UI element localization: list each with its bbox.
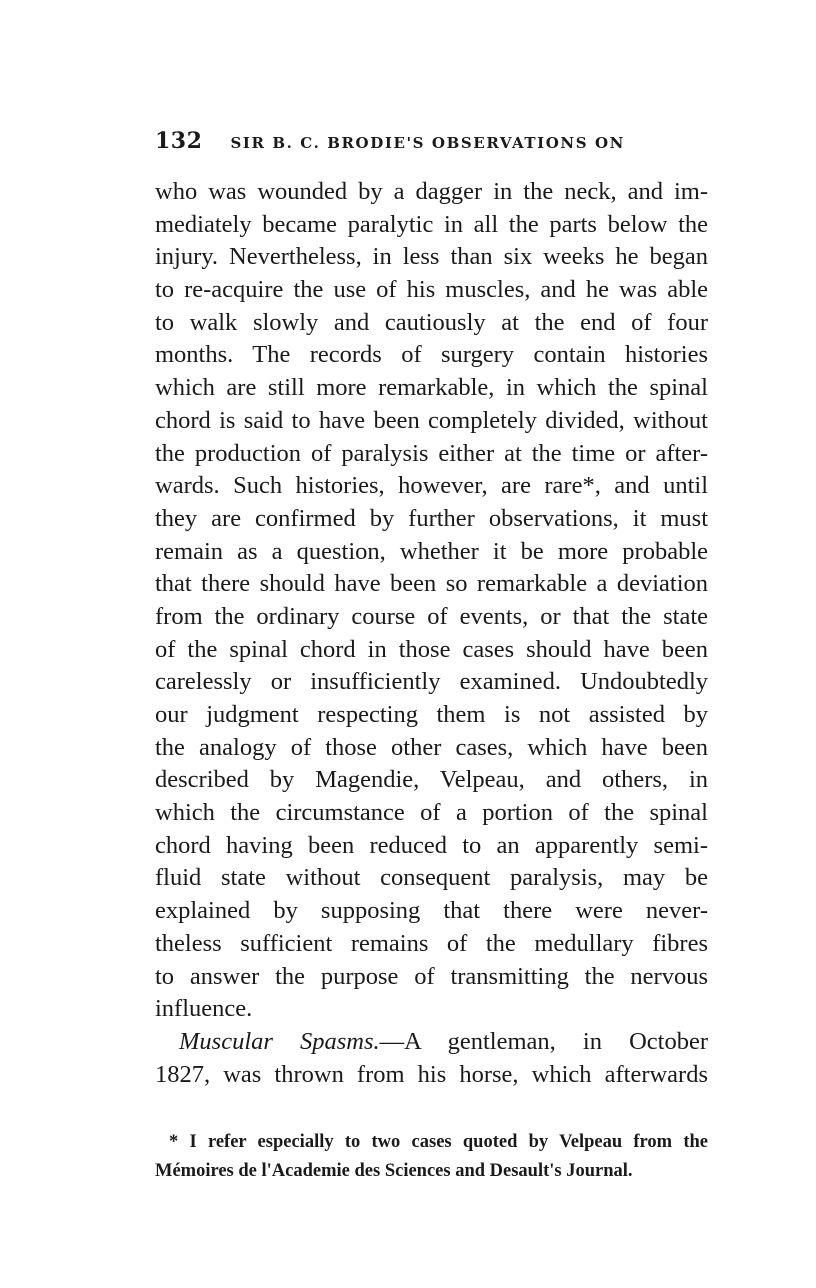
text-line: of the spinal chord in those cases should have been	[155, 635, 708, 663]
text-line: influence.	[155, 995, 253, 1023]
section-line-text: —A gentleman, in October	[379, 1027, 708, 1055]
body-text	[155, 176, 708, 1091]
text-line: to walk slowly and cautiously at the end of four	[155, 308, 708, 336]
text-line: they are confirmed by further observations, it must	[155, 504, 708, 532]
text-line: from the ordinary course of events, or that the state	[155, 602, 708, 630]
text-line: mediately became paralytic in all the parts below the	[155, 210, 708, 238]
text-line: remain as a question, whether it be more probable	[155, 537, 708, 565]
text-line: explained by supposing that there were never-	[155, 897, 708, 925]
section-heading: Muscular Spasms.	[179, 1027, 380, 1055]
text-line: to answer the purpose of transmitting the nervous	[155, 962, 708, 990]
running-title: SIR B. C. BRODIE'S OBSERVATIONS ON	[230, 134, 625, 152]
text-line: which are still more remarkable, in which the spinal	[155, 374, 708, 402]
text-line: that there should have been so remarkable a deviation	[155, 570, 708, 598]
text-line: who was wounded by a dagger in the neck, and im-	[155, 178, 708, 205]
text-line: which the circumstance of a portion of the spinal	[155, 799, 708, 827]
text-line: 1827, was thrown from his horse, which afterwards	[155, 1060, 708, 1088]
text-line: our judgment respecting them is not assisted by	[155, 701, 708, 728]
text-line: to re-acquire the use of his muscles, and he was able	[155, 276, 708, 304]
text-line: chord is said to have been completely divided, without	[155, 406, 708, 434]
footnote-line: Mémoires de l'Academie des Sciences and Desault's Journal.	[155, 1161, 633, 1181]
text-line: described by Magendie, Velpeau, and others, in	[155, 766, 708, 794]
text-line: the analogy of those other cases, which have been	[155, 733, 708, 761]
text-line: the production of paralysis either at the time or after-	[155, 439, 708, 467]
section-line	[155, 1026, 708, 1059]
page-number: 132	[155, 128, 203, 154]
text-line: wards. Such histories, however, are rare*, and until	[155, 472, 708, 500]
book-page	[155, 0, 708, 1288]
text-line: injury. Nevertheless, in less than six weeks he began	[155, 243, 708, 271]
text-line: fluid state without consequent paralysis, may be	[155, 864, 708, 892]
footnote-line: * I refer especially to two cases quoted by Velpeau from the	[169, 1132, 708, 1152]
footnote	[155, 1128, 708, 1186]
text-line: months. The records of surgery contain histories	[155, 341, 708, 369]
text-line: theless sufficient remains of the medullary fibres	[155, 929, 708, 957]
text-line: chord having been reduced to an apparently semi-	[155, 831, 708, 859]
running-head	[155, 128, 708, 156]
text-line: carelessly or insufficiently examined. Undoubtedly	[155, 668, 708, 696]
